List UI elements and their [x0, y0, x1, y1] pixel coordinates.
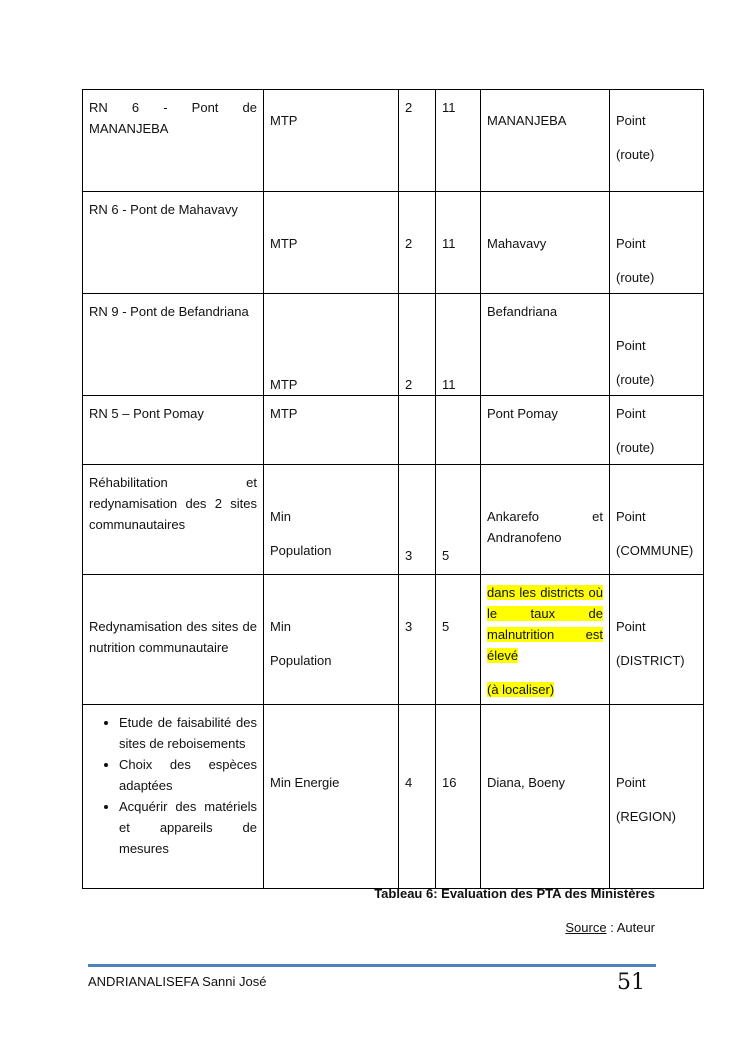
highlighted-location: dans les districts où le taux de malnutrition est élevé — [487, 585, 603, 663]
table-row — [83, 705, 704, 889]
source-note — [565, 920, 655, 935]
actor-cell: Min Energie — [264, 705, 399, 889]
table-caption: Tableau 6: Evaluation des PTA des Ministères — [374, 886, 655, 901]
value-cell: 2 — [399, 90, 436, 192]
activity-cell: RN 5 – Pont Pomay — [83, 396, 264, 465]
activity-cell — [83, 705, 264, 889]
table-row — [83, 192, 704, 294]
actor-cell: MTP — [264, 396, 399, 465]
activity-cell: Réhabilitation et redynamisation des 2 sites communautaires — [83, 465, 264, 575]
value-cell: 2 — [399, 294, 436, 396]
type-cell: Point (COMMUNE) — [610, 465, 704, 575]
actor-cell: MTP — [264, 90, 399, 192]
value-cell: 11 — [436, 90, 481, 192]
actor-cell: MTP — [264, 192, 399, 294]
table-row — [83, 396, 704, 465]
activity-cell: RN 6 - Pont de Mahavavy — [83, 192, 264, 294]
list-item: • Etude de faisabilité des sites de reboisements — [119, 712, 257, 754]
page-number: 51 — [617, 970, 645, 995]
activity-cell: Redynamisation des sites de nutrition communautaire — [83, 575, 264, 705]
actor-cell: MTP — [264, 294, 399, 396]
source-value: : Auteur — [606, 920, 655, 935]
type-cell: Point (route) — [610, 294, 704, 396]
value-cell: 16 — [436, 705, 481, 889]
type-cell: Point (REGION) — [610, 705, 704, 889]
actor-cell: Min Population — [264, 465, 399, 575]
highlighted-note: (à localiser) — [487, 682, 555, 697]
type-cell: Point (route) — [610, 396, 704, 465]
table-row — [83, 294, 704, 396]
table-row — [83, 575, 704, 705]
footer-divider — [88, 964, 656, 967]
value-cell: 3 — [399, 465, 436, 575]
value-cell — [399, 396, 436, 465]
table-row — [83, 90, 704, 192]
type-cell: Point (route) — [610, 192, 704, 294]
table-row — [83, 465, 704, 575]
value-cell — [436, 396, 481, 465]
location-cell: Pont Pomay — [481, 396, 610, 465]
value-cell: 11 — [436, 294, 481, 396]
actor-cell: Min Population — [264, 575, 399, 705]
location-cell: Befandriana — [481, 294, 610, 396]
value-cell: 2 — [399, 192, 436, 294]
location-cell — [481, 575, 610, 705]
activity-cell: RN 9 - Pont de Befandriana — [83, 294, 264, 396]
value-cell: 5 — [436, 575, 481, 705]
location-cell: MANANJEBA — [481, 90, 610, 192]
location-cell: Diana, Boeny — [481, 705, 610, 889]
value-cell: 4 — [399, 705, 436, 889]
location-cell: Mahavavy — [481, 192, 610, 294]
value-cell: 5 — [436, 465, 481, 575]
footer-author: ANDRIANALISEFA Sanni José — [88, 974, 267, 989]
activity-list — [89, 712, 257, 859]
type-cell: Point (DISTRICT) — [610, 575, 704, 705]
value-cell: 11 — [436, 192, 481, 294]
list-item: • Choix des espèces adaptées — [119, 754, 257, 796]
source-label: Source — [565, 920, 607, 935]
type-cell: Point (route) — [610, 90, 704, 192]
activity-cell: RN 6 - Pont de MANANJEBA — [83, 90, 264, 192]
value-cell: 3 — [399, 575, 436, 705]
pta-evaluation-table — [82, 89, 704, 889]
location-cell: Ankarefo et Andranofeno — [481, 465, 610, 575]
list-item: • Acquérir des matériels et appareils de mesures — [119, 796, 257, 859]
